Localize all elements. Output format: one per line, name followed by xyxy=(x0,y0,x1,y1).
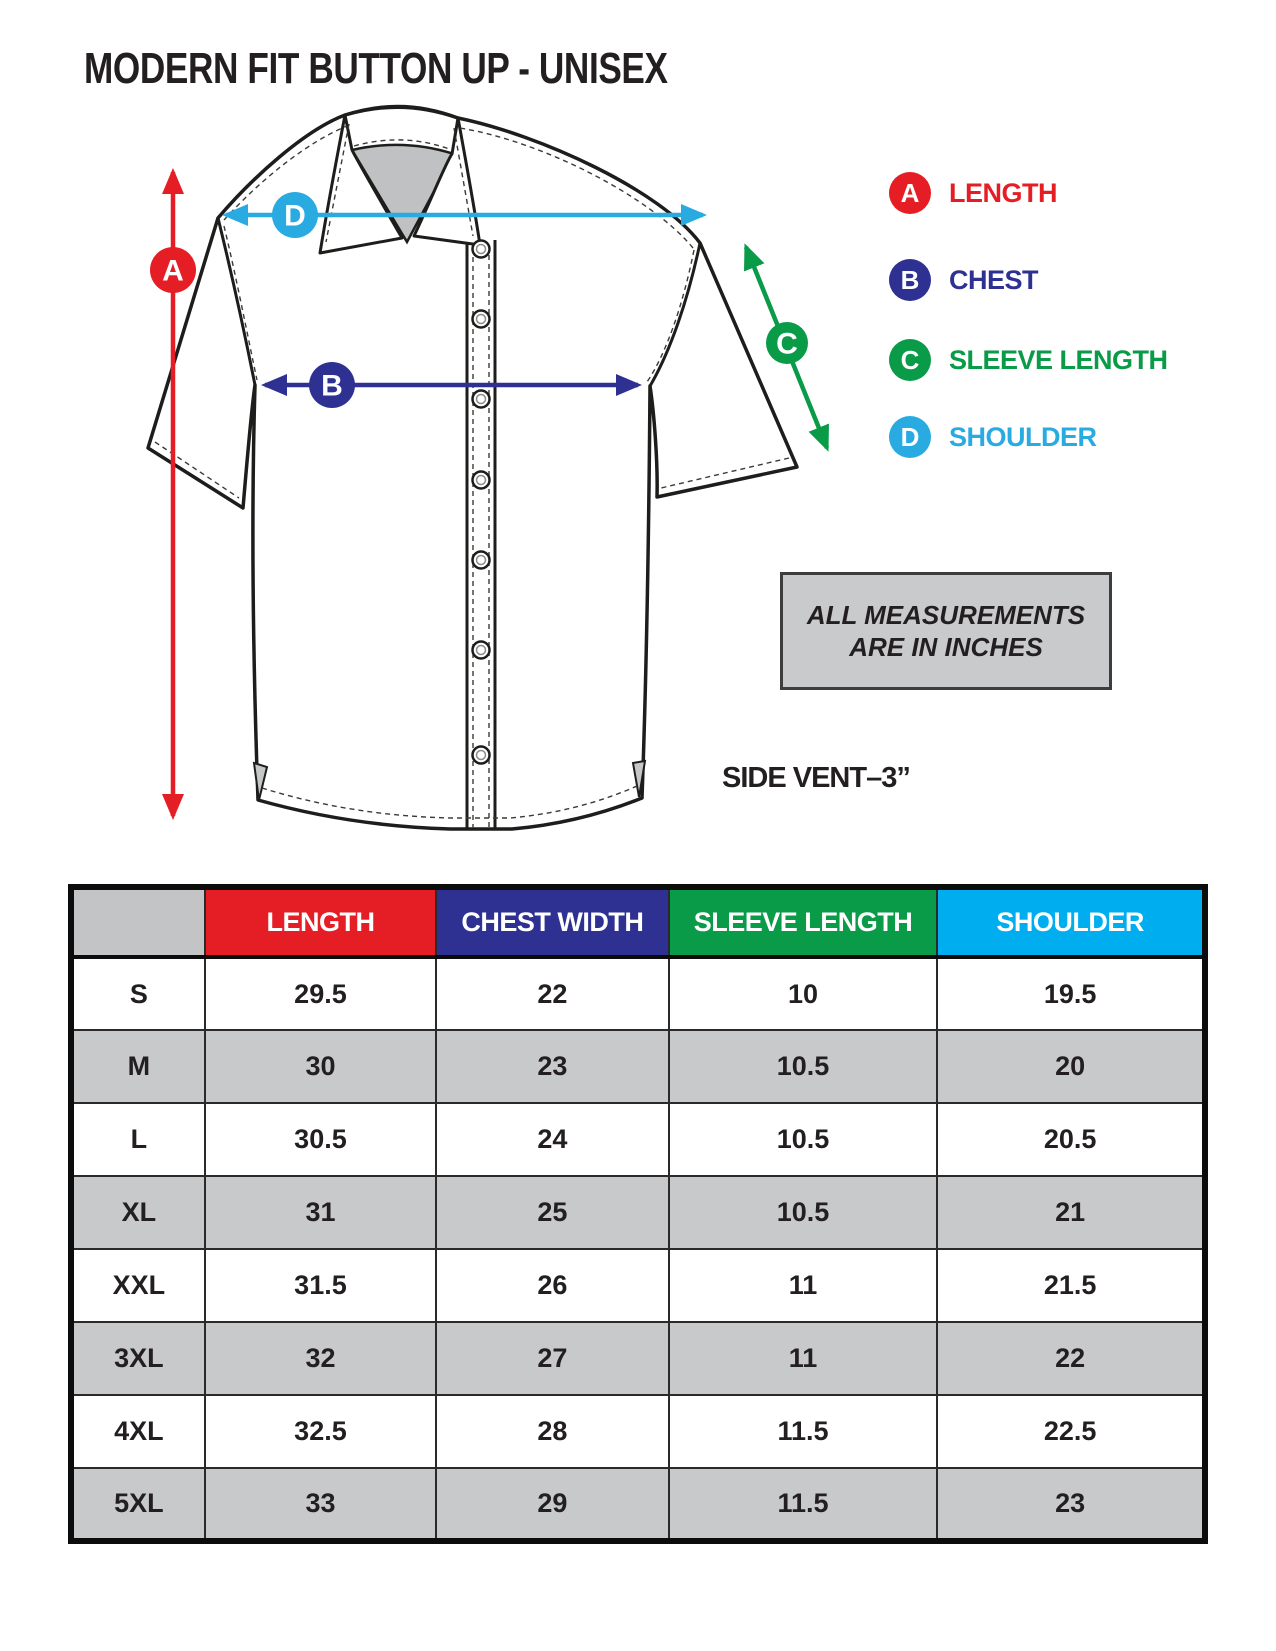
measurements-note xyxy=(780,572,1112,690)
svg-text:D: D xyxy=(284,199,306,233)
header-shoulder: SHOULDER xyxy=(937,887,1205,957)
svg-text:C: C xyxy=(776,327,798,361)
table-row xyxy=(71,1103,1205,1176)
measurement-value: 31.5 xyxy=(205,1249,436,1322)
page-title: MODERN FIT BUTTON UP - UNISEX xyxy=(84,44,668,93)
svg-text:A: A xyxy=(162,254,184,288)
measurement-value: 29.5 xyxy=(205,957,436,1030)
legend-label-shoulder: SHOULDER xyxy=(949,421,1097,452)
table-row xyxy=(71,1395,1205,1468)
measurement-value: 11.5 xyxy=(669,1395,938,1468)
measurement-value: 21 xyxy=(937,1176,1205,1249)
measurement-value: 28 xyxy=(436,1395,668,1468)
measurement-value: 23 xyxy=(436,1030,668,1103)
legend-item-sleeve-length xyxy=(889,339,1168,381)
note-line-2: ARE IN INCHES xyxy=(849,632,1043,662)
measurement-value: 26 xyxy=(436,1249,668,1322)
measurement-value: 21.5 xyxy=(937,1249,1205,1322)
measurement-value: 23 xyxy=(937,1468,1205,1541)
marker-a xyxy=(150,247,196,293)
measurement-value: 33 xyxy=(205,1468,436,1541)
measurement-value: 11 xyxy=(669,1249,938,1322)
table-row xyxy=(71,1468,1205,1541)
measurement-value: 30.5 xyxy=(205,1103,436,1176)
table-header-row xyxy=(71,887,1205,957)
svg-text:B: B xyxy=(321,369,343,403)
measurement-value: 32.5 xyxy=(205,1395,436,1468)
measurement-value: 20 xyxy=(937,1030,1205,1103)
measurement-value: 30 xyxy=(205,1030,436,1103)
legend-circle-d: D xyxy=(889,416,931,458)
measurement-value: 11 xyxy=(669,1322,938,1395)
size-label: S xyxy=(71,957,205,1030)
size-label: XXL xyxy=(71,1249,205,1322)
marker-d xyxy=(272,192,318,238)
measurement-value: 22.5 xyxy=(937,1395,1205,1468)
size-table-body xyxy=(71,957,1205,1541)
measurement-value: 31 xyxy=(205,1176,436,1249)
table-row xyxy=(71,1030,1205,1103)
measurement-value: 22 xyxy=(436,957,668,1030)
legend-label-chest: CHEST xyxy=(949,264,1039,295)
measurement-value: 20.5 xyxy=(937,1103,1205,1176)
legend-circle-c: C xyxy=(889,339,931,381)
legend-label-sleeve-length: SLEEVE LENGTH xyxy=(949,344,1168,375)
measurement-value: 10.5 xyxy=(669,1030,938,1103)
measurement-value: 19.5 xyxy=(937,957,1205,1030)
measurement-value: 11.5 xyxy=(669,1468,938,1541)
note-line-1: ALL MEASUREMENTS xyxy=(806,599,1086,630)
measurement-value: 10.5 xyxy=(669,1176,938,1249)
measurement-value: 10 xyxy=(669,957,938,1030)
marker-c xyxy=(766,322,808,364)
size-label: 5XL xyxy=(71,1468,205,1541)
measurement-value: 22 xyxy=(937,1322,1205,1395)
legend-item-length xyxy=(889,172,1057,214)
header-chest-width: CHEST WIDTH xyxy=(436,887,668,957)
shirt-diagram xyxy=(140,90,845,840)
header-sleeve-length: SLEEVE LENGTH xyxy=(669,887,938,957)
measurement-value: 24 xyxy=(436,1103,668,1176)
size-table xyxy=(68,884,1208,1544)
side-vent-label: SIDE VENT–3” xyxy=(722,762,910,794)
marker-b xyxy=(309,362,355,408)
size-label: XL xyxy=(71,1176,205,1249)
table-row xyxy=(71,957,1205,1030)
size-label: M xyxy=(71,1030,205,1103)
measurement-value: 10.5 xyxy=(669,1103,938,1176)
table-row xyxy=(71,1322,1205,1395)
measurement-value: 32 xyxy=(205,1322,436,1395)
size-label: 4XL xyxy=(71,1395,205,1468)
size-label: L xyxy=(71,1103,205,1176)
header-length: LENGTH xyxy=(205,887,436,957)
header-blank xyxy=(71,887,205,957)
measurement-value: 27 xyxy=(436,1322,668,1395)
legend-circle-b: B xyxy=(889,259,931,301)
legend-item-chest xyxy=(889,259,1038,301)
legend-circle-a: A xyxy=(889,172,931,214)
legend-label-length: LENGTH xyxy=(949,177,1057,208)
measurement-value: 25 xyxy=(436,1176,668,1249)
size-label: 3XL xyxy=(71,1322,205,1395)
table-row xyxy=(71,1249,1205,1322)
table-row xyxy=(71,1176,1205,1249)
measurement-value: 29 xyxy=(436,1468,668,1541)
legend-item-shoulder xyxy=(889,416,1097,458)
